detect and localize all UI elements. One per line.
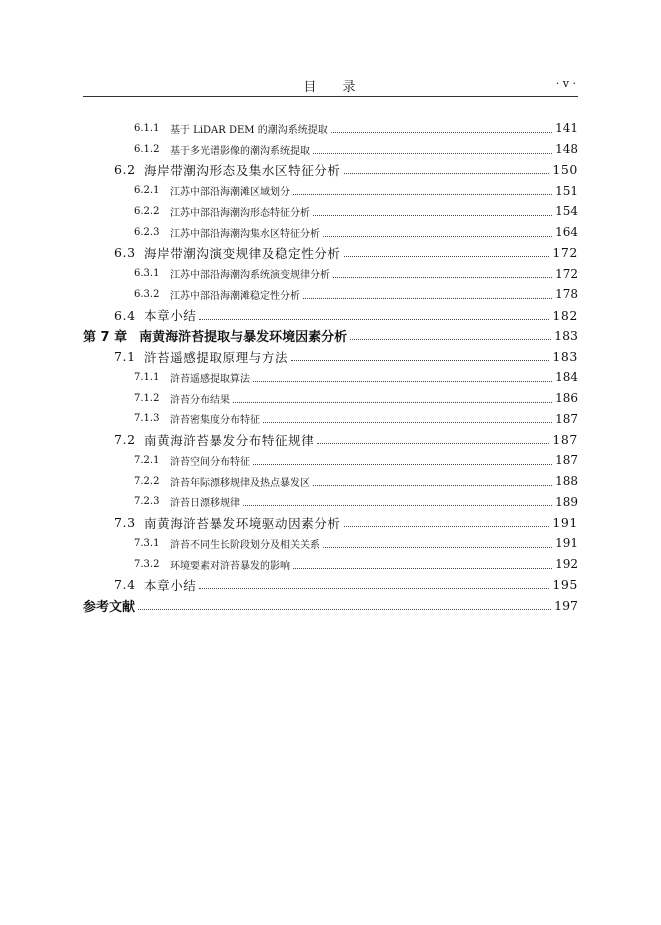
toc-dot-leader bbox=[344, 173, 550, 174]
toc-entry-page: 197 bbox=[554, 598, 578, 614]
toc-entry-number: 7.1.3 bbox=[134, 413, 160, 425]
toc-entry-title: 基于 LiDAR DEM 的潮沟系统提取 bbox=[170, 124, 328, 136]
toc-entry-number: 7.4 bbox=[114, 577, 136, 593]
toc-entry-number: 7.1 bbox=[114, 349, 136, 365]
toc-entry bbox=[83, 409, 578, 430]
toc-dot-leader bbox=[253, 381, 552, 382]
toc-entry-page: 154 bbox=[555, 204, 578, 219]
toc-dot-leader bbox=[303, 298, 552, 299]
toc-entry bbox=[83, 388, 578, 409]
toc-dot-leader bbox=[243, 505, 552, 506]
toc-entry-title: 海岸带潮沟演变规律及稳定性分析 bbox=[144, 245, 341, 261]
header-title: 目 录 bbox=[303, 80, 358, 95]
toc-dot-leader bbox=[253, 464, 552, 465]
toc-entry bbox=[83, 429, 578, 450]
toc-entry-number: 6.2.3 bbox=[134, 226, 160, 238]
toc-entry-title: 南黄海浒苔暴发环境驱动因素分析 bbox=[144, 515, 341, 531]
toc-dot-leader bbox=[323, 547, 552, 548]
toc-dot-leader bbox=[323, 236, 552, 237]
toc-entry-title: 海岸带潮沟形态及集水区特征分析 bbox=[144, 162, 341, 178]
toc-entry bbox=[83, 471, 578, 492]
toc-entry-title: 江苏中部沿海潮沟集水区特征分析 bbox=[170, 228, 320, 240]
page-header bbox=[83, 76, 578, 94]
toc-entry-title: 参考文献 bbox=[83, 600, 136, 616]
toc-entry bbox=[83, 367, 578, 388]
toc-entry-number: 7.2 bbox=[114, 432, 136, 448]
toc-entry-page: 182 bbox=[552, 307, 578, 323]
toc-dot-leader bbox=[313, 153, 552, 154]
toc-entry-title: 浒苔遥感提取算法 bbox=[170, 373, 250, 385]
toc-entry-page: 178 bbox=[555, 287, 578, 302]
toc-entry-page: 189 bbox=[555, 494, 578, 509]
toc-entry-number: 7.2.1 bbox=[134, 454, 160, 466]
toc-entry-page: 151 bbox=[555, 183, 578, 198]
toc-entry-title: 基于多光谱影像的潮沟系统提取 bbox=[170, 145, 310, 157]
toc-entry bbox=[83, 118, 578, 139]
toc-entry-title: 浒苔不同生长阶段划分及相关关系 bbox=[170, 539, 320, 551]
toc-dot-leader bbox=[233, 402, 552, 403]
toc-entry-number: 6.3.2 bbox=[134, 288, 160, 300]
toc-entry bbox=[83, 595, 578, 616]
toc-entry-page: 187 bbox=[555, 453, 578, 468]
toc-dot-leader bbox=[344, 256, 550, 257]
toc-entry-page: 188 bbox=[555, 474, 578, 489]
toc-entry bbox=[83, 492, 578, 513]
toc-dot-leader bbox=[333, 277, 552, 278]
toc-entry bbox=[83, 346, 578, 367]
toc-dot-leader bbox=[263, 422, 552, 423]
toc-entry-title: 浒苔遥感提取原理与方法 bbox=[144, 349, 289, 365]
toc-entry-number: 6.1.2 bbox=[134, 143, 160, 155]
toc-entry-title: 浒苔分布结果 bbox=[170, 394, 230, 406]
table-of-contents bbox=[83, 118, 578, 616]
toc-dot-leader bbox=[293, 194, 552, 195]
toc-entry-number: 6.2.2 bbox=[134, 205, 160, 217]
toc-entry-page: 187 bbox=[555, 411, 578, 426]
toc-dot-leader bbox=[293, 568, 552, 569]
toc-entry-title: 浒苔日漂移规律 bbox=[170, 498, 240, 510]
toc-entry bbox=[83, 512, 578, 533]
toc-entry bbox=[83, 450, 578, 471]
toc-entry-number: 6.2.1 bbox=[134, 185, 160, 197]
toc-entry-title: 本章小结 bbox=[144, 308, 197, 324]
toc-dot-leader bbox=[350, 339, 551, 340]
toc-entry-title: 环境要素对浒苔暴发的影响 bbox=[170, 560, 290, 572]
toc-dot-leader bbox=[199, 588, 549, 589]
toc-entry-number: 7.2.3 bbox=[134, 496, 160, 508]
toc-dot-leader bbox=[331, 132, 552, 133]
toc-entry-page: 191 bbox=[555, 536, 578, 551]
toc-entry-title: 南黄海浒苔暴发分布特征规律 bbox=[144, 432, 315, 448]
toc-entry bbox=[83, 243, 578, 264]
toc-entry-title: 江苏中部沿海潮沟系统演变规律分析 bbox=[170, 270, 330, 282]
toc-entry-page: 141 bbox=[555, 121, 578, 136]
toc-dot-leader bbox=[313, 485, 552, 486]
toc-entry-number: 7.2.2 bbox=[134, 475, 160, 487]
toc-entry-number: 6.3 bbox=[114, 245, 136, 261]
header-rule bbox=[83, 96, 578, 97]
toc-entry bbox=[83, 180, 578, 201]
toc-entry-page: 191 bbox=[552, 515, 578, 531]
toc-entry-page: 192 bbox=[555, 557, 578, 572]
toc-entry-title: 江苏中部沿海潮滩稳定性分析 bbox=[170, 290, 300, 302]
toc-entry bbox=[83, 575, 578, 596]
toc-entry bbox=[83, 139, 578, 160]
toc-entry-title: 本章小结 bbox=[144, 577, 197, 593]
toc-entry bbox=[83, 160, 578, 181]
toc-entry-number: 7.3 bbox=[114, 515, 136, 531]
toc-entry-page: 150 bbox=[552, 162, 578, 178]
toc-entry-number: 7.1.2 bbox=[134, 392, 160, 404]
header-page-number: · v · bbox=[555, 77, 576, 90]
toc-entry bbox=[83, 263, 578, 284]
toc-entry-page: 183 bbox=[552, 349, 578, 365]
toc-dot-leader bbox=[199, 319, 549, 320]
toc-entry-page: 164 bbox=[555, 225, 578, 240]
toc-entry-page: 187 bbox=[552, 432, 578, 448]
toc-entry bbox=[83, 222, 578, 243]
toc-dot-leader bbox=[291, 360, 549, 361]
toc-entry-page: 172 bbox=[555, 266, 578, 281]
toc-entry-number: 6.3.1 bbox=[134, 268, 160, 280]
toc-entry-number: 7.1.1 bbox=[134, 371, 160, 383]
toc-entry-number: 7.3.2 bbox=[134, 558, 160, 570]
toc-entry bbox=[83, 305, 578, 326]
toc-entry-page: 184 bbox=[555, 370, 578, 385]
toc-entry-page: 183 bbox=[554, 328, 578, 344]
toc-entry-title: 南黄海浒苔提取与暴发环境因素分析 bbox=[139, 330, 348, 346]
toc-entry bbox=[83, 554, 578, 575]
toc-entry bbox=[83, 326, 578, 347]
toc-dot-leader bbox=[138, 609, 551, 610]
toc-entry-number: 6.4 bbox=[114, 307, 136, 323]
toc-entry-number: 6.2 bbox=[114, 162, 136, 178]
toc-entry-page: 148 bbox=[555, 142, 578, 157]
toc-entry-title: 江苏中部沿海潮滩区域划分 bbox=[170, 187, 290, 199]
toc-entry-title: 浒苔空间分布特征 bbox=[170, 456, 250, 468]
toc-entry-page: 172 bbox=[552, 245, 578, 261]
toc-dot-leader bbox=[344, 526, 550, 527]
toc-entry-page: 195 bbox=[552, 577, 578, 593]
toc-entry-title: 浒苔密集度分布特征 bbox=[170, 415, 260, 427]
toc-entry-number: 7.3.1 bbox=[134, 537, 160, 549]
toc-entry-page: 186 bbox=[555, 391, 578, 406]
toc-entry-title: 江苏中部沿海潮沟形态特征分析 bbox=[170, 207, 310, 219]
toc-entry bbox=[83, 201, 578, 222]
toc-entry bbox=[83, 284, 578, 305]
toc-dot-leader bbox=[313, 215, 552, 216]
toc-entry-title: 浒苔年际漂移规律及热点暴发区 bbox=[170, 477, 310, 489]
toc-entry-number: 第 7 章 bbox=[83, 330, 128, 346]
toc-dot-leader bbox=[317, 443, 549, 444]
toc-entry-number: 6.1.1 bbox=[134, 122, 160, 134]
toc-entry bbox=[83, 533, 578, 554]
